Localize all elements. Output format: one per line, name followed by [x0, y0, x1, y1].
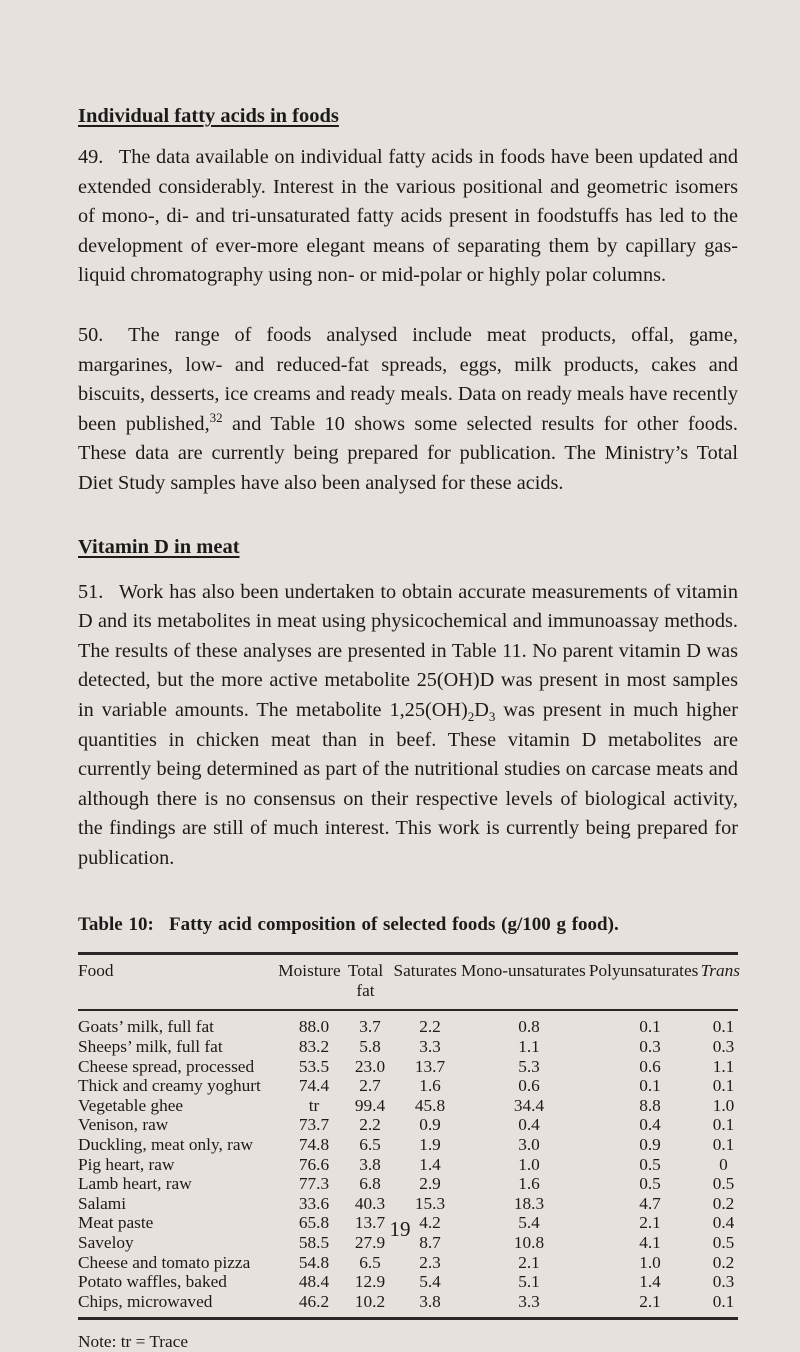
value-cell: 0.4	[518, 1115, 540, 1135]
value-cell: 0.5	[712, 1174, 735, 1194]
paragraph-51	[78, 578, 738, 874]
fatty-acid-table	[78, 961, 740, 1001]
value-cell: 77.3	[298, 1174, 330, 1194]
paragraph-49: 49. The data available on individual fatty acids in foods have been updated and extended considerably. Interest in the various positional and geometric isomers of mono-, di- and tri-unsaturated fatty acids present in foodstuffs has led to the development of ever-more elegant means of separating them by capillary gas-liquid chromatography using non- or mid-polar or highly polar columns.	[78, 146, 738, 287]
value-cell: 3.3	[419, 1037, 441, 1057]
food-name-cell: Potato waffles, baked	[78, 1272, 227, 1292]
subscript: 3	[488, 708, 496, 724]
table-row	[78, 1057, 740, 1077]
value-cell: 13.7	[414, 1056, 446, 1076]
table-row	[78, 1272, 740, 1292]
table-number: Table 10:	[78, 914, 154, 936]
value-cell: 5.4	[518, 1213, 540, 1233]
value-cell: 0.3	[639, 1037, 661, 1057]
food-name-cell: Venison, raw	[78, 1115, 169, 1135]
paragraph-51-text-a: 51. Work has also been undertaken to obtain accurate measurements of vitamin D and its metabolites in meat using physicochemical and immunoassay methods. The results of these analyses are presented in Table 11. No parent vitamin D was detected, but the more active metabolite 25(OH)D was present in most samples in variable amounts. The metabolite 1,25(OH)	[78, 580, 738, 721]
value-cell: 4.7	[639, 1193, 661, 1213]
value-cell: 2.7	[359, 1076, 381, 1096]
header-food: Food	[78, 961, 114, 981]
value-cell: 0.1	[639, 1017, 661, 1037]
value-cell: 0.5	[639, 1174, 661, 1194]
value-cell: 58.5	[298, 1233, 330, 1252]
value-cell: 1.6	[518, 1174, 540, 1194]
value-cell: 1.0	[712, 1095, 735, 1115]
paragraph-50-text-b: and Table 10 shows some selected results for other foods. These data are currently being prepared for publication. The Ministry’s Total Diet Study samples have also been analysed for these acids.	[78, 412, 738, 494]
value-cell: 48.4	[298, 1272, 330, 1292]
value-cell: 23.0	[354, 1056, 386, 1076]
value-cell: 0.8	[518, 1017, 540, 1037]
value-cell: 5.3	[518, 1056, 540, 1076]
value-cell: 0.1	[639, 1076, 661, 1096]
value-cell: 76.6	[298, 1154, 330, 1174]
spacer	[78, 499, 738, 534]
value-cell: 12.9	[354, 1272, 386, 1292]
value-cell: 34.4	[513, 1095, 545, 1115]
value-cell: 1.1	[712, 1056, 735, 1076]
value-cell: 65.8	[298, 1213, 330, 1233]
header-total-fat: Total fat	[347, 961, 384, 1001]
value-cell: 2.1	[639, 1291, 661, 1311]
value-cell: 40.3	[354, 1193, 386, 1213]
value-cell: 33.6	[298, 1193, 330, 1213]
table-row	[78, 1096, 740, 1116]
value-cell: 83.2	[298, 1037, 330, 1057]
value-cell: 2.2	[419, 1017, 441, 1037]
section-heading-vitamin-d: Vitamin D in meat	[78, 535, 240, 558]
value-cell: 5.8	[359, 1037, 381, 1057]
value-cell: 0.4	[639, 1115, 661, 1135]
value-cell: 0.4	[712, 1213, 735, 1233]
value-cell: 2.9	[419, 1174, 441, 1194]
reference-superscript: 32	[209, 409, 223, 425]
value-cell: 0.6	[518, 1076, 540, 1096]
fatty-acid-table-body	[78, 1017, 740, 1311]
value-cell: 10.8	[513, 1233, 545, 1252]
value-cell: 0.9	[419, 1115, 441, 1135]
table-body	[78, 1017, 740, 1311]
value-cell: 0.3	[712, 1272, 735, 1292]
header-polyunsaturates: Polyunsaturates	[588, 961, 699, 981]
value-cell: 99.4	[354, 1095, 386, 1115]
table-caption	[78, 913, 738, 937]
value-cell: 74.4	[298, 1076, 330, 1096]
value-cell: 8.7	[419, 1233, 441, 1252]
value-cell: 0.3	[712, 1037, 735, 1057]
food-name-cell: Chips, microwaved	[78, 1291, 213, 1311]
food-name-cell: Salami	[78, 1193, 126, 1213]
value-cell: 13.7	[354, 1213, 386, 1233]
value-cell: 0.9	[639, 1135, 661, 1155]
header-trans: Trans	[700, 961, 740, 981]
value-cell: 0.1	[712, 1291, 735, 1311]
value-cell: 4.2	[419, 1213, 441, 1233]
value-cell: 3.3	[518, 1291, 540, 1311]
subscript: 2	[467, 708, 475, 724]
value-cell: 46.2	[298, 1291, 330, 1311]
value-cell: 0.5	[712, 1233, 735, 1252]
value-cell: 0.1	[712, 1115, 735, 1135]
table-title: Fatty acid composition of selected foods (g/100 g food).	[169, 914, 619, 936]
table-row	[78, 1174, 740, 1194]
value-cell: 1.9	[419, 1135, 441, 1155]
table-header-rule	[78, 1009, 738, 1011]
food-name-cell: Pig heart, raw	[78, 1154, 175, 1174]
value-cell: 6.5	[359, 1252, 381, 1272]
food-name-cell: Vegetable ghee	[78, 1095, 184, 1115]
value-cell: 74.8	[298, 1135, 330, 1155]
value-cell: 54.8	[298, 1252, 330, 1272]
table-row	[78, 1292, 740, 1312]
spacer	[78, 1320, 738, 1332]
value-cell: 5.4	[419, 1272, 441, 1292]
food-name-cell: Saveloy	[78, 1233, 134, 1252]
value-cell: 0.6	[639, 1056, 661, 1076]
paragraph-51-text-mid: D	[474, 698, 489, 721]
spacer	[78, 1001, 738, 1009]
spacer	[78, 873, 738, 913]
food-name-cell: Lamb heart, raw	[78, 1174, 192, 1194]
value-cell: 1.0	[639, 1252, 661, 1272]
table-row	[78, 1253, 740, 1273]
value-cell: 45.8	[414, 1095, 446, 1115]
table-note: Note: tr = Trace	[78, 1332, 189, 1352]
value-cell: 2.2	[359, 1115, 381, 1135]
value-cell: 3.8	[359, 1154, 381, 1174]
food-name-cell: Goats’ milk, full fat	[78, 1017, 214, 1037]
food-name-cell: Duckling, meat only, raw	[78, 1135, 254, 1155]
value-cell: 2.1	[518, 1252, 540, 1272]
value-cell: 0.1	[712, 1135, 735, 1155]
table-row	[78, 1194, 740, 1214]
paragraph-50-text-a: 50. The range of foods analysed include meat products, offal, game, margarines, low- and reduced-fat spreads, eggs, milk products, cakes and biscuits, desserts, ice creams and ready meals. Data on ready meals have recently been published,	[78, 323, 738, 435]
value-cell: 0.1	[712, 1017, 735, 1037]
table-row	[78, 1155, 740, 1175]
food-name-cell: Cheese spread, processed	[78, 1056, 255, 1076]
value-cell: 0.1	[712, 1076, 735, 1096]
spacer	[78, 937, 738, 952]
table-row	[78, 1017, 740, 1037]
value-cell: 18.3	[513, 1193, 545, 1213]
value-cell: 1.1	[518, 1037, 540, 1057]
header-moisture: Moisture	[278, 961, 341, 981]
header-mono-unsaturates: Mono-unsaturates	[461, 961, 586, 981]
table-top-rule	[78, 952, 738, 955]
value-cell: 3.8	[419, 1291, 441, 1311]
value-cell: 1.0	[518, 1154, 540, 1174]
value-cell: 1.4	[419, 1154, 441, 1174]
document-page	[78, 103, 738, 1352]
value-cell: 2.1	[639, 1213, 661, 1233]
table-row	[78, 1037, 740, 1057]
value-cell: 73.7	[298, 1115, 330, 1135]
page-number: 19	[389, 1217, 411, 1241]
food-name-cell: Cheese and tomato pizza	[78, 1252, 251, 1272]
value-cell: 88.0	[298, 1017, 330, 1037]
paragraph-50	[78, 321, 738, 499]
value-cell: tr	[308, 1095, 320, 1115]
food-name-cell: Sheeps’ milk, full fat	[78, 1037, 223, 1057]
value-cell: 0.2	[712, 1252, 735, 1272]
value-cell: 0	[719, 1154, 728, 1174]
value-cell: 8.8	[639, 1095, 661, 1115]
table-row	[78, 1135, 740, 1155]
value-cell: 27.9	[354, 1233, 386, 1252]
header-saturates: Saturates	[393, 961, 457, 981]
value-cell: 2.3	[419, 1252, 441, 1272]
table-row	[78, 1076, 740, 1096]
spacer	[78, 291, 738, 321]
food-name-cell: Meat paste	[78, 1213, 154, 1233]
table-header-row	[78, 961, 740, 1001]
value-cell: 0.2	[712, 1193, 735, 1213]
table-row	[78, 1115, 740, 1135]
value-cell: 3.0	[518, 1135, 540, 1155]
value-cell: 3.7	[359, 1017, 381, 1037]
value-cell: 4.1	[639, 1233, 661, 1252]
value-cell: 1.4	[639, 1272, 661, 1292]
food-name-cell: Thick and creamy yoghurt	[78, 1076, 261, 1096]
value-cell: 10.2	[354, 1291, 386, 1311]
value-cell: 6.8	[359, 1174, 381, 1194]
value-cell: 53.5	[298, 1056, 330, 1076]
paragraph-51-text-b: was present in much higher quantities in chicken meat than in beef. These vitamin D metabolites are currently being determined as part of the nutritional studies on carcase meats and although there is no consensus on their respective levels of biological activity, the findings are still of much interest. This work is currently being prepared for publication.	[78, 698, 738, 869]
value-cell: 6.5	[359, 1135, 381, 1155]
value-cell: 5.1	[518, 1272, 540, 1292]
value-cell: 15.3	[414, 1193, 446, 1213]
value-cell: 1.6	[419, 1076, 441, 1096]
section-heading-fatty-acids: Individual fatty acids in foods	[78, 105, 339, 127]
value-cell: 0.5	[639, 1154, 661, 1174]
